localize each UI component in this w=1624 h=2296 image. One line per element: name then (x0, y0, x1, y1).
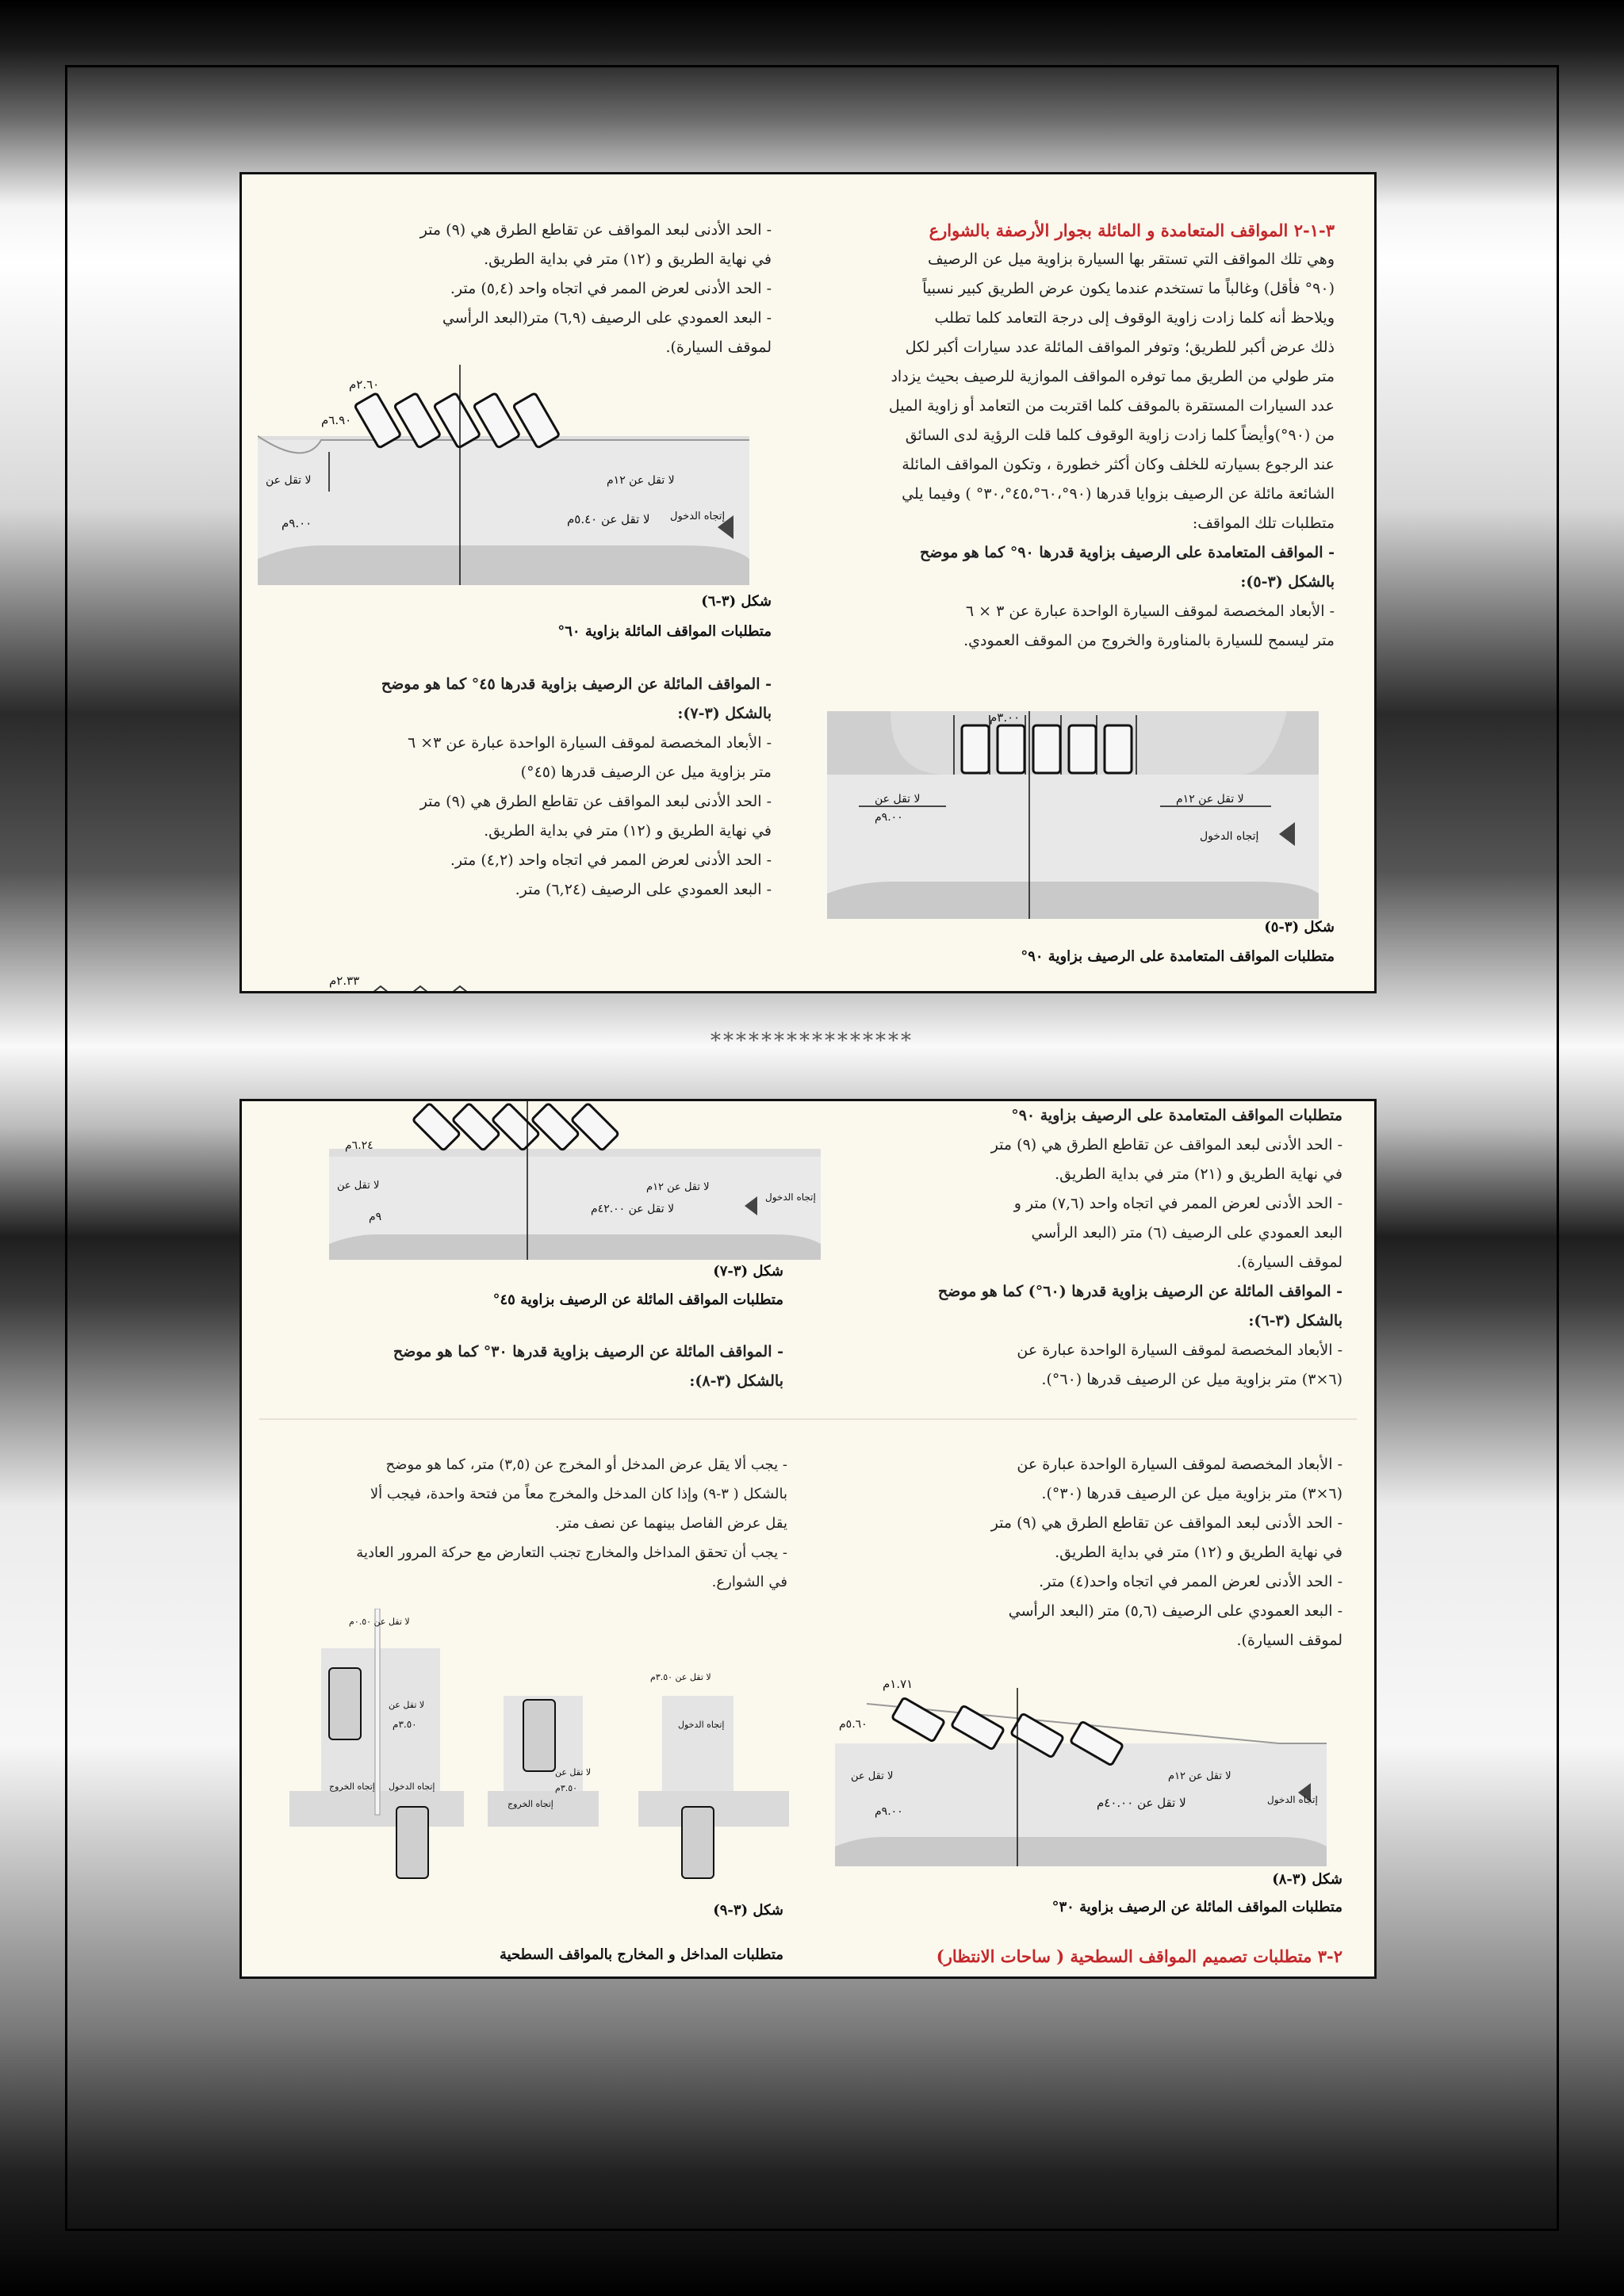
figure-3-9-diagram (289, 1609, 797, 1882)
page1-right-column (835, 216, 1335, 656)
text-line: عدد السيارات المستقرة بالموقف كلما اقتربت من التعامد أو زاوية الميل (888, 397, 1335, 415)
figure-3-7-partial (321, 967, 559, 993)
page2-top-right (835, 1101, 1342, 1395)
figure-3-7-label: شكل (٣-٧) (713, 1263, 783, 1280)
fig8-min-left: لا تقل عن (851, 1770, 894, 1782)
fig6-min-left: لا تقل عن (266, 474, 312, 487)
fig8-min-left-val: ٩.٠٠م (875, 1805, 903, 1818)
figure-3-5-diagram (827, 711, 1319, 919)
figure-3-8-diagram (835, 1672, 1327, 1866)
text-line: متطلبات تلك المواقف: (1192, 515, 1335, 532)
fig9-entry-c: إتجاه الدخول (678, 1720, 725, 1730)
text-line: - الحد الأدنى لبعد المواقف عن تقاطع الطرق هي (٩) متر (419, 793, 772, 810)
text-line: يقل عرض الفاصل بينهما عن نصف متر. (555, 1515, 787, 1532)
fig7-aisle: لا تقل عن ٤٢.٠٠م (591, 1203, 675, 1215)
page2-bottom-right (835, 1450, 1342, 1655)
page2-bottom-left (272, 1450, 787, 1597)
text-line: في نهاية الطريق و (١٢) متر في بداية الطريق. (484, 822, 772, 840)
text-line: من (٩٠°)وأيضاً كلما زادت زاوية الوقوف كلما قلت الرؤية لدى السائق (905, 427, 1335, 444)
text-line: متر ليسمح للسيارة بالمناورة والخروج من الموقف العمودي. (963, 632, 1335, 649)
text-line: - الأبعاد المخصصة لموقف السيارة الواحدة عبارة عن (1017, 1341, 1342, 1359)
fig9-exit-b: إتجاه الخروج (508, 1799, 553, 1809)
bullet-heading: - المواقف المتعامدة على الرصيف بزاوية قدرها ٩٠° كما هو موضح (919, 544, 1335, 561)
fig5-width-label: ٣.٠٠م (990, 711, 1021, 725)
document-page-2 (239, 1099, 1377, 1979)
text-line: - يجب أن تحقق المداخل والمخارج تجنب التعارض مع حركة المرور العادية (356, 1544, 787, 1561)
figure-3-9-caption: متطلبات المداخل و المخارج بالمواقف السطحية (499, 1946, 783, 1963)
document-page-1 (239, 172, 1377, 993)
text-line: - الحد الأدنى لعرض الممر في اتجاه واحد (٤,٢) متر. (450, 851, 772, 869)
text-line: بالشكل ( ٣-٩) وإذا كان المدخل والمخرج معاً من فتحة واحدة، فيجب ألا (370, 1486, 787, 1502)
text-line: البعد العمودي على الرصيف (٦) متر (البعد الرأسي (1031, 1224, 1342, 1242)
fig8-depth: ٥.٦٠م (839, 1718, 868, 1731)
figure-3-6-diagram (258, 365, 749, 585)
text-line: في نهاية الطريق و (١٢) متر في بداية الطريق. (1055, 1544, 1342, 1561)
figure-3-9-label: شكل (٣-٩) (713, 1902, 783, 1919)
text-line: - الحد الأدنى لبعد المواقف عن تقاطع الطرق هي (٩) متر (419, 221, 772, 239)
figure-3-8-caption: متطلبات المواقف المائلة عن الرصيف بزاوية ٣٠° (1051, 1899, 1342, 1915)
fig9-entry-a: إتجاه الدخول (389, 1781, 435, 1792)
fig7-partial-label: ٢.٣٣م (329, 974, 360, 988)
figure-3-7-diagram (329, 1101, 821, 1260)
caption-top: متطلبات المواقف المتعامدة على الرصيف بزاوية ٩٠° (1011, 1107, 1342, 1124)
fig5-min-left-val: ٩.٠٠م (875, 811, 903, 824)
figure-3-5-label: شكل (٣-٥) (1264, 919, 1335, 936)
figure-3-6-caption: متطلبات المواقف المائلة بزاوية ٦٠° (557, 623, 772, 640)
fig9-exit-a: إتجاه الخروج (329, 1781, 375, 1792)
fig8-min-right: لا تقل عن ١٢م (1168, 1770, 1231, 1782)
bullet-heading: - المواقف المائلة عن الرصيف بزاوية قدرها ٤٥° كما هو موضح (381, 675, 772, 693)
text-line: - الأبعاد المخصصة لموقف السيارة الواحدة عبارة عن ٣× ٦ (407, 734, 772, 752)
text-line: - البعد العمودي على الرصيف (٦,٢٤) متر. (515, 881, 772, 898)
fig5-entry: إتجاه الدخول (1200, 830, 1259, 843)
text-line: الشائعة مائلة عن الرصيف بزوايا قدرها (٩٠°،٦٠°،٤٥°،٣٠° ) وفيما يلي (902, 485, 1335, 503)
fig7-min-left: لا تقل عن (337, 1180, 380, 1192)
fig8-width: ١.٧١م (883, 1677, 914, 1691)
text-line: (٦×٣) متر بزاوية ميل عن الرصيف قدرها (٣٠°). (1041, 1485, 1342, 1502)
section-heading: ٢-٣ متطلبات تصميم المواقف السطحية ( ساحات الانتظار) (936, 1946, 1342, 1966)
fig9-min-b: لا تقل عن (555, 1767, 592, 1777)
fig9-min-c: لا تقل عن ٣.٥٠م (650, 1672, 711, 1682)
page2-top-left-bullet (276, 1337, 783, 1396)
bullet-heading: بالشكل (٣-٨): (689, 1372, 783, 1390)
text-line: لموقف السيارة). (1236, 1253, 1342, 1271)
figure-3-7-caption: متطلبات المواقف المائلة عن الرصيف بزاوية ٤٥° (492, 1292, 783, 1308)
fig6-width: ٢.٦٠م (349, 377, 380, 392)
fig9-top-left: لا تقل عن ٠.٥٠م (349, 1617, 410, 1627)
text-line: ويلاحظ أنه كلما زادت زاوية الوقوف إلى درجة التعامد كلما تطلب (934, 309, 1335, 327)
text-line: - الأبعاد المخصصة لموقف السيارة الواحدة عبارة عن ٣ × ٦ (965, 603, 1335, 620)
fig6-min-right: لا تقل عن ١٢م (607, 474, 675, 487)
fig7-depth: ٦.٢٤م (345, 1139, 373, 1152)
fig5-min-left: لا تقل عن (875, 793, 921, 806)
text-line: في نهاية الطريق و (٢١) متر في بداية الطريق. (1055, 1165, 1342, 1183)
page1-left-column (272, 216, 772, 362)
text-line: - الحد الأدنى لعرض الممر في اتجاه واحد (٥,٤) متر. (450, 280, 772, 297)
bullet-heading: - المواقف المائلة عن الرصيف بزاوية قدرها ٣٠° كما هو موضح (393, 1343, 783, 1360)
text-line: متر بزاوية ميل عن الرصيف قدرها (٤٥°) (520, 763, 772, 781)
page2-section-heading-wrap (835, 1942, 1342, 1971)
fig6-aisle: لا تقل عن ٥.٤٠م (567, 512, 650, 526)
bullet-heading: بالشكل (٣-٥): (1240, 573, 1335, 591)
text-line: - البعد العمودي على الرصيف (٥,٦) متر (البعد الرأسي (1008, 1602, 1342, 1620)
fig6-min-left-val: ٩.٠٠م (282, 516, 312, 530)
figure-3-6-label: شكل (٣-٦) (701, 593, 772, 610)
fig9-val-a: ٣.٥٠م (393, 1719, 417, 1730)
page1-left-bottom (264, 670, 772, 905)
bullet-heading: - المواقف المائلة عن الرصيف بزاوية قدرها (٦٠°) كما هو موضح (937, 1283, 1342, 1300)
figure-3-8-label: شكل (٣-٨) (1272, 1871, 1342, 1888)
text-line: - يجب ألا يقل عرض المدخل أو المخرج عن (٣,٥) متر، كما هو موضح (385, 1456, 787, 1473)
fig5-min-right: لا تقل عن ١٢م (1176, 793, 1244, 806)
text-line: (٦×٣) متر بزاوية ميل عن الرصيف قدرها (٦٠°). (1041, 1371, 1342, 1388)
text-line: في الشوارع. (711, 1574, 787, 1590)
section-divider (259, 1418, 1357, 1420)
text-line: ذلك عرض أكبر للطريق؛ وتوفر المواقف المائلة عدد سيارات أكبر لكل (905, 339, 1335, 356)
figure-3-5-caption: متطلبات المواقف المتعامدة على الرصيف بزاوية ٩٠° (1021, 948, 1335, 965)
text-line: - الحد الأدنى لبعد المواقف عن تقاطع الطرق هي (٩) متر (990, 1514, 1342, 1532)
fig8-entry: إتجاه الدخول (1267, 1794, 1318, 1805)
text-line: لموقف السيارة). (665, 339, 772, 356)
fig6-entry: إتجاه الدخول (670, 511, 726, 522)
text-line: عند الرجوع بسيارته للخلف وكان أكثر خطورة ، وتكون المواقف المائلة (902, 456, 1335, 473)
section-heading: ٣-١-٢ المواقف المتعامدة و المائلة بجوار الأرصفة بالشوارع (929, 220, 1335, 240)
text-line: - الحد الأدنى لعرض الممر في اتجاه واحد (٧,٦) متر و (1013, 1195, 1342, 1212)
fig7-entry: إتجاه الدخول (765, 1192, 816, 1203)
fig9-min-a: لا تقل عن (389, 1700, 425, 1710)
fig9-val-b: ٣.٥٠م (555, 1783, 578, 1793)
separator: **************** (710, 1029, 914, 1053)
text-line: - الحد الأدنى لبعد المواقف عن تقاطع الطرق هي (٩) متر (990, 1136, 1342, 1154)
fig6-depth: ٦.٩٠م (321, 413, 352, 427)
text-line: - الأبعاد المخصصة لموقف السيارة الواحدة عبارة عن (1017, 1456, 1342, 1473)
fig7-min-right: لا تقل عن ١٢م (646, 1181, 710, 1193)
text-line: وهي تلك المواقف التي تستقر بها السيارة بزاوية ميل عن الرصيف (927, 251, 1335, 268)
text-line: (٩٠° فأقل) وغالباً ما تستخدم عندما يكون عرض الطريق كبير نسبياً (922, 280, 1335, 297)
text-line: - الحد الأدنى لعرض الممر في اتجاه واحد(٤) متر. (1039, 1573, 1342, 1590)
text-line: - البعد العمودي على الرصيف (٦,٩) متر(البعد الرأسي (442, 309, 772, 327)
bullet-heading: بالشكل (٣-٦): (1248, 1312, 1342, 1330)
bullet-heading: بالشكل (٣-٧): (677, 705, 772, 722)
text-line: لموقف السيارة). (1236, 1632, 1342, 1649)
fig7-min-left-val: ٩م (369, 1211, 382, 1223)
fig8-aisle: لا تقل عن ٤٠.٠٠م (1097, 1796, 1186, 1810)
text-line: متر طولي من الطريق مما توفره المواقف الموازية للرصيف بحيث يزداد (891, 368, 1335, 385)
text-line: في نهاية الطريق و (١٢) متر في بداية الطريق. (484, 251, 772, 268)
